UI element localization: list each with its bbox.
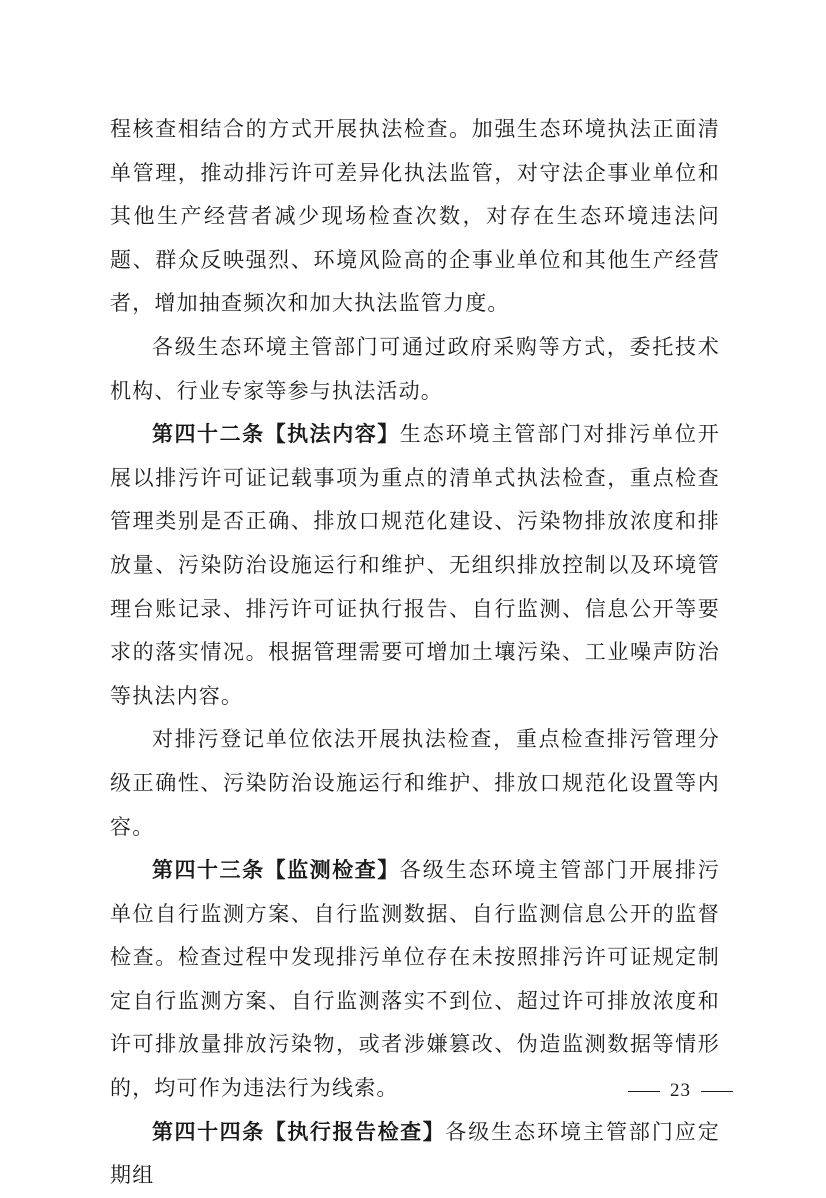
article-43 — [110, 849, 720, 1111]
article-heading: 第四十三条【监测检查】 — [152, 858, 400, 883]
paragraph-text: 生态环境主管部门对排污单位开展以排污许可证记载事项为重点的清单式执法检查，重点检查管理类别是否正确、排放口规范化建设、污染物排放浓度和排放量、污染防治设施运行和维护、无组织排放控制以及环境管理台账记录、排污许可证执行报告、自行监测、信息公开等要求的落实情况。根据管理需要可增加土壤污染、工业噪声防治等执法内容。 — [110, 422, 720, 708]
footer-dash-left — [628, 1091, 660, 1092]
article-heading: 第四十四条【执行报告检查】 — [152, 1119, 446, 1144]
paragraph-continuation — [110, 108, 720, 326]
paragraph-text: 各级生态环境主管部门可通过政府采购等方式，委托技术机构、行业专家等参与执法活动。 — [110, 334, 720, 403]
article-44 — [110, 1111, 720, 1198]
body-text — [110, 108, 720, 1198]
page-footer — [628, 1080, 733, 1102]
footer-dash-right — [701, 1091, 733, 1092]
paragraph-registration-units — [110, 718, 720, 849]
article-42 — [110, 413, 720, 718]
paragraph-entrusted-inspection — [110, 326, 720, 413]
paragraph-text: 各级生态环境主管部门应定期组 — [110, 1119, 721, 1188]
paragraph-text: 对排污登记单位依法开展执法检查，重点检查排污管理分级正确性、污染防治设施运行和维护、排放口规范化设置等内容。 — [110, 727, 720, 839]
page-number: 23 — [670, 1080, 691, 1101]
paragraph-text: 各级生态环境主管部门开展排污单位自行监测方案、自行监测数据、自行监测信息公开的监督检查。检查过程中发现排污单位存在未按照排污许可证规定制定自行监测方案、自行监测落实不到位、超过许可排放浓度和许可排放量排放污染物，或者涉嫌篡改、伪造监测数据等情形的，均可作为违法行为线索。 — [110, 858, 720, 1101]
paragraph-text: 程核查相结合的方式开展执法检查。加强生态环境执法正面清单管理，推动排污许可差异化执法监管，对守法企事业单位和其他生产经营者减少现场检查次数，对存在生态环境违法问题、群众反映强烈、环境风险高的企事业单位和其他生产经营者，增加抽查频次和加大执法监管力度。 — [110, 117, 720, 316]
article-heading: 第四十二条【执法内容】 — [152, 422, 400, 447]
